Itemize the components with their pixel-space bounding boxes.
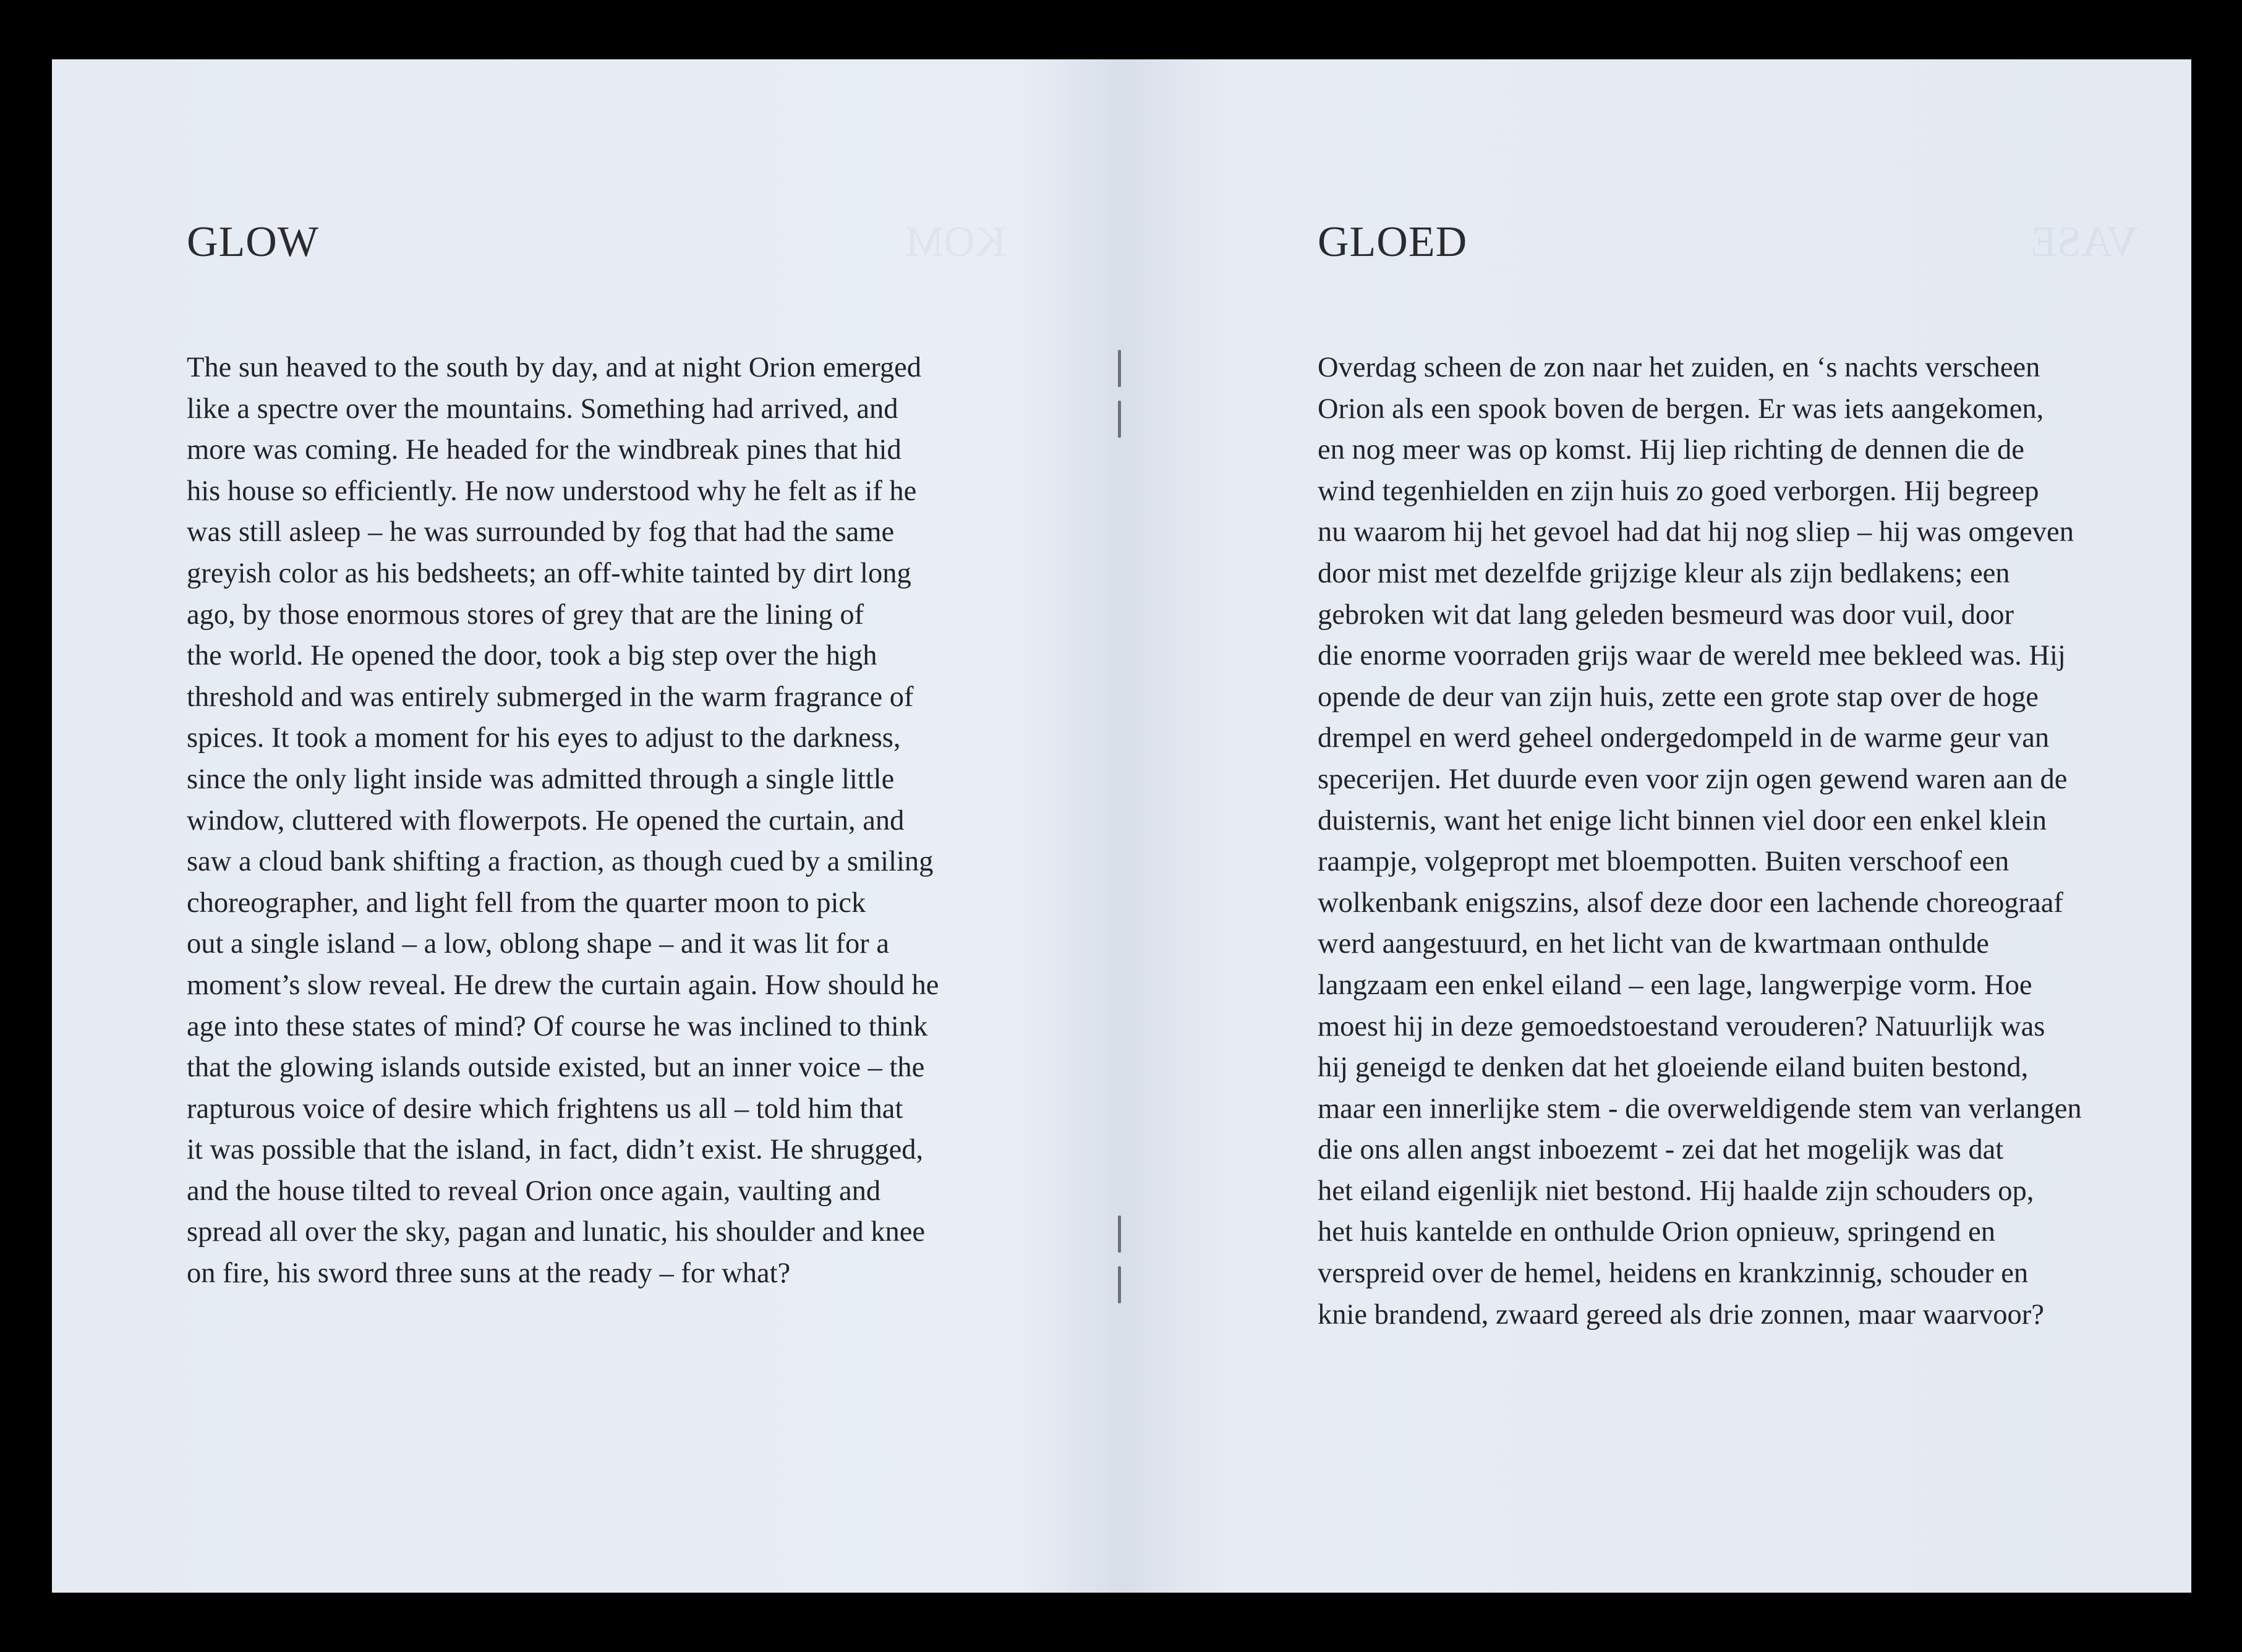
body-text [187,347,939,1295]
text-line: since the only light inside was admitted through a single little [187,763,895,795]
text-line: his house so efficiently. He now understood why he felt as if he [187,475,917,507]
staple [1118,350,1121,387]
text-line: moest hij in deze gemoedstoestand verouderen? Natuurlijk was [1318,1010,2045,1042]
staple [1118,1266,1121,1303]
text-line: raampje, volgepropt met bloempotten. Buiten verschoof een [1318,846,2010,878]
text-line: age into these states of mind? Of course he was inclined to think [187,1010,928,1042]
text-line: opende de deur van zijn huis, zette een grote stap over de hoge [1318,681,2039,713]
text-line: nu waarom hij het gevoel had dat hij nog sliep – hij was omgeven [1318,516,2074,548]
text-line: moment’s slow reveal. He drew the curtain again. How should he [187,969,939,1001]
text-line: verspreid over de hemel, heidens en krankzinnig, schouder en [1318,1258,2029,1290]
text-line: knie brandend, zwaard gereed als drie zonnen, maar waarvoor? [1318,1298,2044,1331]
text-line: spread all over the sky, pagan and lunatic, his shoulder and knee [187,1216,925,1248]
text-line: more was coming. He headed for the windbreak pines that hid [187,434,901,466]
text-line: hij geneigd te denken dat het gloeiende eiland buiten bestond, [1318,1052,2029,1084]
text-line: spices. It took a moment for his eyes to adjust to the darkness, [187,722,901,754]
text-line: Orion als een spook boven de bergen. Er was iets aangekomen, [1318,393,2044,425]
text-line: like a spectre over the mountains. Something had arrived, and [187,393,898,425]
body-text [1318,347,2082,1335]
text-line: window, cluttered with flowerpots. He opened the curtain, and [187,804,905,837]
page-title: GLOW [187,218,319,266]
text-line: out a single island – a low, oblong shape – and it was lit for a [187,928,890,960]
text-line: and the house tilted to reveal Orion once again, vaulting and [187,1175,881,1207]
right-page [1122,59,2191,1593]
staple [1118,401,1121,438]
text-line: it was possible that the island, in fact, didn’t exist. He shrugged, [187,1134,924,1166]
text-line: that the glowing islands outside existed, but an inner voice – the [187,1052,925,1084]
text-line: the world. He opened the door, took a big step over the high [187,640,877,672]
text-line: Overdag scheen de zon naar het zuiden, en ‘s nachts verscheen [1318,352,2040,383]
text-line: ago, by those enormous stores of grey that are the lining of [187,598,864,631]
text-line: wind tegenhielden en zijn huis zo goed verborgen. Hij begreep [1318,475,2039,507]
text-line: saw a cloud bank shifting a fraction, as though cued by a smiling [187,846,934,878]
text-line: maar een innerlijke stem - die overweldigende stem van verlangen [1318,1092,2082,1125]
text-line: het eiland eigenlijk niet bestond. Hij haalde zijn schouders op, [1318,1175,2034,1207]
text-line: gebroken wit dat lang geleden besmeurd was door vuil, door [1318,598,2014,631]
text-line: en nog meer was op komst. Hij liep richting de dennen die de [1318,434,2024,466]
text-line: rapturous voice of desire which frightens us all – told him that [187,1092,903,1125]
staple [1118,1216,1121,1253]
text-line: choreographer, and light fell from the quarter moon to pick [187,887,866,919]
text-line: greyish color as his bedsheets; an off-white tainted by dirt long [187,557,911,589]
page-title: GLOED [1318,218,1468,266]
text-line: on fire, his sword three suns at the ready – for what? [187,1258,791,1290]
text-line: The sun heaved to the south by day, and at night Orion emerged [187,352,922,383]
text-line: specerijen. Het duurde even voor zijn ogen gewend waren aan de [1318,763,2068,795]
text-line: wolkenbank enigszins, alsof deze door een lachende choreograaf [1318,887,2063,919]
text-line: langzaam een enkel eiland – een lage, langwerpige vorm. Hoe [1318,969,2032,1001]
text-line: het huis kantelde en onthulde Orion opnieuw, springend en [1318,1216,1995,1248]
text-line: was still asleep – he was surrounded by fog that had the same [187,516,895,548]
text-line: die enorme voorraden grijs waar de wereld mee bekleed was. Hij [1318,640,2066,672]
text-line: threshold and was entirely submerged in the warm fragrance of [187,681,914,713]
text-line: drempel en werd geheel ondergedompeld in de warme geur van [1318,722,2050,754]
text-line: door mist met dezelfde grijzige kleur als zijn bedlakens; een [1318,557,2010,589]
show-through-title: KOM [905,218,1007,266]
show-through-title: VASE [2031,218,2138,266]
text-line: duisternis, want het enige licht binnen viel door een enkel klein [1318,804,2047,837]
book-spread [52,59,2191,1593]
text-line: die ons allen angst inboezemt - zei dat het mogelijk was dat [1318,1134,2004,1166]
text-line: werd aangestuurd, en het licht van de kwartmaan onthulde [1318,928,1989,960]
left-page [52,59,1122,1593]
